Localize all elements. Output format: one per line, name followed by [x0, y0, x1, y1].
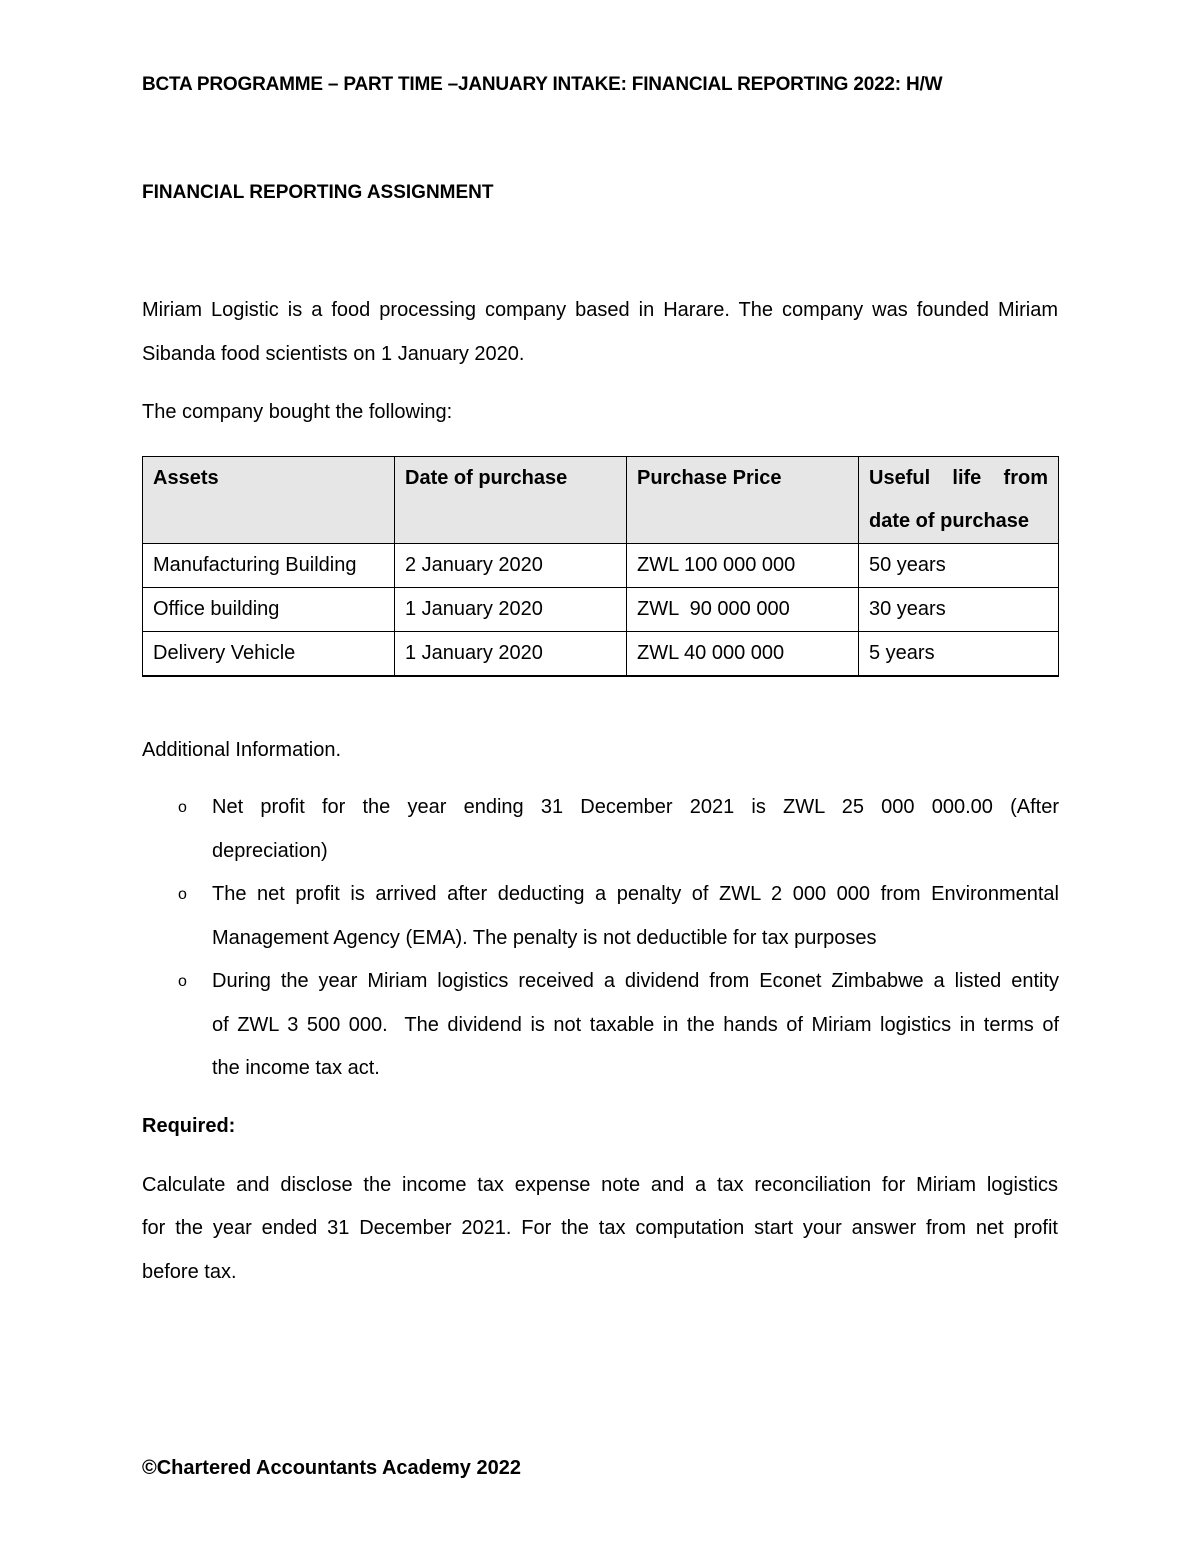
list-item-line: the income tax act. — [212, 1057, 380, 1079]
page-header: BCTA PROGRAMME – PART TIME –JANUARY INTAKE: FINANCIAL REPORTING 2022: H/W — [142, 74, 943, 95]
list-item-line: Management Agency (EMA). The penalty is not deductible for tax purposes — [212, 926, 877, 949]
list-item-line: The net profit is arrived after deducting a penalty of ZWL 2 000 000 from Environmental — [212, 883, 1059, 905]
additional-info-title: Additional Information. — [142, 739, 342, 761]
assets-table — [142, 456, 1059, 677]
cell-date: 1 January 2020 — [395, 632, 627, 677]
header-price: Purchase Price — [627, 457, 859, 544]
additional-info-list — [142, 786, 1059, 1091]
cell-life: 5 years — [859, 632, 1059, 677]
header-assets: Assets — [143, 457, 395, 544]
cell-date: 2 January 2020 — [395, 544, 627, 588]
cell-price: ZWL 40 000 000 — [627, 632, 859, 677]
list-item-line: During the year Miriam logistics received a dividend from Econet Zimbabwe a listed entity — [212, 970, 1059, 992]
cell-asset: Office building — [143, 588, 395, 632]
cell-date: 1 January 2020 — [395, 588, 627, 632]
required-line-3: before tax. — [142, 1261, 237, 1283]
header-date: Date of purchase — [395, 457, 627, 544]
intro-line-2: Sibanda food scientists on 1 January 2020. — [142, 343, 525, 365]
list-item-line: Net profit for the year ending 31 December 2021 is ZWL 25 000 000.00 (After — [212, 796, 1059, 818]
list-item — [142, 786, 1059, 873]
header-useful-life-line-1: Useful life from — [869, 467, 1048, 489]
header-useful-life-line-2: date of purchase — [869, 510, 1030, 532]
table-row — [143, 632, 1059, 677]
bullet-circle-icon: o — [178, 973, 187, 990]
table-row — [143, 588, 1059, 632]
bought-intro: The company bought the following: — [142, 401, 453, 423]
bullet-circle-icon: o — [178, 886, 187, 903]
list-item — [142, 960, 1059, 1091]
list-item — [142, 873, 1059, 960]
required-title: Required: — [142, 1115, 236, 1137]
footer-copyright: ©Chartered Accountants Academy 2022 — [142, 1457, 521, 1479]
table-header-row — [143, 457, 1059, 544]
list-item-line: of ZWL 3 500 000. The dividend is not taxable in the hands of Miriam logistics in terms of — [212, 1013, 1059, 1036]
required-line-2: for the year ended 31 December 2021. For the tax computation start your answer from net profit — [142, 1217, 1058, 1239]
bullet-circle-icon: o — [178, 799, 187, 816]
cell-life: 50 years — [859, 544, 1059, 588]
cell-price: ZWL 100 000 000 — [627, 544, 859, 588]
cell-asset: Manufacturing Building — [143, 544, 395, 588]
required-line-1: Calculate and disclose the income tax expense note and a tax reconciliation for Miriam logistics — [142, 1174, 1058, 1196]
table-row — [143, 544, 1059, 588]
header-useful-life — [859, 457, 1059, 544]
cell-price: ZWL 90 000 000 — [627, 588, 859, 632]
cell-life: 30 years — [859, 588, 1059, 632]
cell-asset: Delivery Vehicle — [143, 632, 395, 677]
list-item-line: depreciation) — [212, 839, 328, 862]
intro-line-1: Miriam Logistic is a food processing company based in Harare. The company was founded Miriam — [142, 299, 1058, 321]
assignment-title: FINANCIAL REPORTING ASSIGNMENT — [142, 182, 494, 203]
